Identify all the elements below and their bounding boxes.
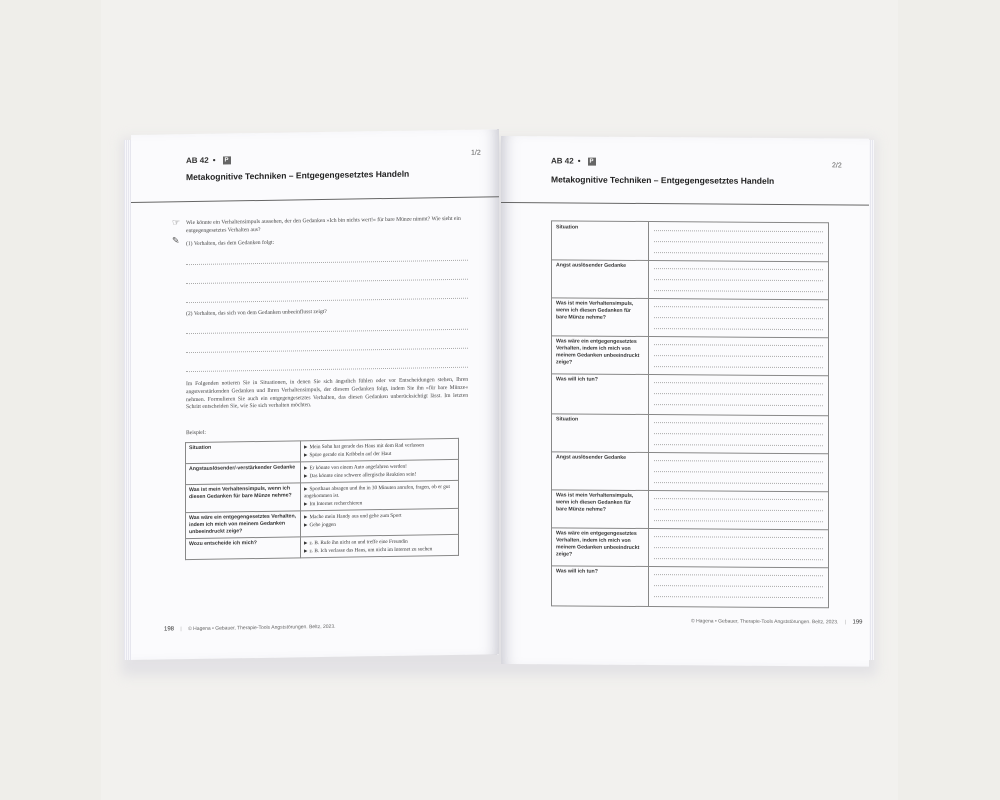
pencil-icon: ✎ (172, 235, 180, 246)
footer-credit: © Hagena • Gebauer, Therapie-Tools Angststörungen. Beltz, 2023. (691, 618, 839, 626)
worksheet-code: AB 42 • P (186, 155, 229, 166)
answer-line (186, 279, 468, 284)
question-text: Wie könnte ein Verhaltensimpuls aussehen, der den Gedanken »Ich bin nichts wert!« für bare Münze nimmt? Wie sieht ein entgegengesetztes Verhalten aus? (186, 215, 461, 234)
table-row (186, 480, 459, 512)
example-table (185, 438, 459, 560)
worksheet-row (552, 259, 828, 300)
answer-line[interactable] (654, 433, 823, 435)
worksheet-code-text: AB 42 (551, 156, 574, 166)
value-text: Im Internet recherchieren (309, 500, 363, 508)
answer-line (186, 367, 468, 372)
worksheet-row (552, 413, 828, 454)
worksheet-table (551, 220, 829, 608)
answer-line[interactable] (654, 471, 823, 473)
answer-line[interactable] (654, 328, 823, 330)
page-fraction: 2/2 (832, 162, 842, 170)
answer-line[interactable] (654, 498, 823, 500)
page-number: 198 (164, 626, 175, 633)
page-title: Metakognitive Techniken – Entgegengesetztes Handeln (186, 168, 410, 183)
worksheet-row-label: Situation (556, 224, 579, 231)
worksheet-row (552, 527, 828, 568)
item1-text: (1) Verhalten, das dem Gedanken folgt: (186, 239, 275, 248)
answer-line[interactable] (654, 509, 823, 511)
worksheet-code: AB 42 • P (551, 156, 594, 166)
row-label: Angstauslösender/-verstärkender Gedanke (186, 462, 301, 485)
worksheet-row (552, 451, 828, 492)
answer-line[interactable] (654, 306, 823, 308)
header-rule (501, 202, 869, 206)
worksheet-row (552, 565, 828, 607)
answer-line[interactable] (654, 585, 823, 587)
answer-line[interactable] (654, 460, 823, 462)
worksheet-row-label: Was will ich tun? (556, 568, 598, 575)
answer-line[interactable] (654, 366, 823, 368)
worksheet-row-label: Was wäre ein entgegengesetztes Verhalten, indem ich mich von meinem Gedanken unbeeindruckt zeige? (556, 530, 640, 558)
answer-line (186, 298, 468, 303)
answer-line[interactable] (654, 344, 823, 346)
worksheet-row (552, 489, 828, 530)
row-values: ▶ Mein Sohn hat gerade das Haus mit dem Rad verlassen ▶ Spüre gerade ein Kribbeln auf der Haut (301, 438, 459, 461)
row-label: Was wäre ein entgegengesetztes Verhalten, indem ich mich von meinem Gedanken unbeeindruckt zeige? (186, 511, 301, 539)
answer-line[interactable] (654, 536, 823, 538)
answer-line[interactable] (654, 404, 823, 406)
row-values: ▶ z. B. Rufe ihn nicht an und treffe eine Freundin ▶ z. B. Ich verlasse das Haus, um nicht im Internet zu suchen (301, 534, 459, 557)
value-text: Mache mein Handy aus und gehe zum Sport (309, 512, 402, 521)
page-footer: © Hagena • Gebauer, Therapie-Tools Angststörungen. Beltz, 2023. | 199 (691, 618, 863, 626)
page-fraction: 1/2 (471, 149, 481, 157)
left-page (131, 129, 499, 660)
answer-line[interactable] (654, 547, 823, 549)
instructions-text: Im Folgenden notieren Sie in Situationen, in denen Sie sich ängstlich fühlen oder vor Entscheidungen stehen, Ihren angstverstärkenden Gedanken und Ihren Verhaltensimpuls, der diesem Gedanken folgt, indem Sie ihn »für bare Münze« nehmen. Formulieren Sie auch ein entgegengesetztes Verhalten, das diesen Gedanken unberücksichtigt lässt. Im letzten Schritt entscheiden Sie, wie Sie sich verhalten möchten. (186, 376, 468, 411)
page-footer: 198 | © Hagena • Gebauer, Therapie-Tools Angststörungen. Beltz, 2023. (164, 623, 336, 633)
value-text: z. B. Rufe ihn nicht an und treffe eine Freundin (309, 538, 408, 547)
value-text: Spüre gerade ein Kribbeln auf der Haut (309, 450, 392, 459)
row-label: Was ist mein Verhaltensimpuls, wenn ich diesen Gedanken für bare Münze nehme? (186, 483, 301, 513)
answer-line[interactable] (654, 279, 823, 281)
answer-line[interactable] (654, 574, 823, 576)
p-badge: P (589, 158, 594, 165)
answer-line[interactable] (654, 230, 823, 232)
answer-line[interactable] (654, 596, 823, 598)
header-rule (131, 196, 499, 203)
item2-text: (2) Verhalten, das sich von dem Gedanken unbeeinflusst zeigt? (186, 308, 327, 318)
worksheet-row-label: Was wäre ein entgegengesetztes Verhalten, indem ich mich von meinem Gedanken unbeeindruckt zeige? (556, 338, 640, 366)
answer-line[interactable] (654, 422, 823, 424)
answer-line (186, 329, 468, 334)
answer-line[interactable] (654, 317, 823, 319)
answer-line[interactable] (654, 268, 823, 270)
table-row (186, 534, 459, 559)
row-label: Situation (186, 441, 301, 464)
hand-icon: ☞ (172, 217, 181, 228)
worksheet-code-text: AB 42 (186, 155, 209, 166)
row-label: Wozu entscheide ich mich? (186, 537, 301, 560)
p-badge: P (224, 157, 229, 164)
worksheet-row-label: Was ist mein Verhaltensimpuls, wenn ich diesen Gedanken für bare Münze nehme? (556, 300, 634, 321)
worksheet-row-label: Was ist mein Verhaltensimpuls, wenn ich diesen Gedanken für bare Münze nehme? (556, 492, 634, 513)
answer-line[interactable] (654, 355, 823, 357)
answer-line[interactable] (654, 444, 823, 446)
value-text: z. B. Ich verlasse das Haus, um nicht im Internet zu suchen (309, 546, 433, 555)
answer-line (186, 348, 468, 353)
worksheet-row-label: Situation (556, 416, 579, 423)
worksheet-row (552, 297, 828, 338)
row-values: ▶ Sporthaus absagen und ihn in 30 Minuten anrufen, fragen, ob er gut angekommen ist. ▶ Im Internet recherchieren (301, 480, 459, 510)
worksheet-row-label: Was will ich tun? (556, 376, 598, 383)
answer-line[interactable] (654, 290, 823, 292)
answer-line[interactable] (654, 558, 823, 560)
answer-line[interactable] (654, 393, 823, 395)
answer-line (186, 260, 468, 265)
worksheet-row (552, 221, 828, 262)
footer-credit: © Hagena • Gebauer, Therapie-Tools Angststörungen. Beltz, 2023. (188, 623, 336, 633)
right-page (501, 136, 869, 667)
worksheet-row (552, 335, 828, 376)
answer-line[interactable] (654, 520, 823, 522)
answer-line[interactable] (654, 382, 823, 384)
value-text: Das könnte eine schwere allergische Reaktion sein! (309, 471, 417, 480)
value-text: Gehe joggen (309, 521, 336, 529)
answer-line[interactable] (654, 252, 823, 254)
answer-line[interactable] (654, 482, 823, 484)
value-text: Mein Sohn hat gerade das Haus mit dem Rad verlassen (309, 442, 424, 451)
page-title: Metakognitive Techniken – Entgegengesetztes Handeln (551, 174, 775, 186)
page-number: 199 (852, 619, 863, 626)
row-values: ▶ Mache mein Handy aus und gehe zum Sport ▶ Gehe joggen (301, 508, 459, 536)
example-label: Beispiel: (186, 429, 206, 437)
worksheet-row-label: Angst auslösender Gedanke (556, 262, 627, 269)
row-values: ▶ Er könnte von einem Auto angefahren werden! ▶ Das könnte eine schwere allergische Reaktion sein! (301, 459, 459, 482)
worksheet-row (552, 373, 828, 416)
worksheet-row-label: Angst auslösender Gedanke (556, 454, 627, 461)
answer-line[interactable] (654, 241, 823, 243)
value-text: Sporthaus absagen und ihn in 30 Minuten anrufen, fragen, ob er gut angekommen ist. (304, 483, 450, 500)
value-text: Er könnte von einem Auto angefahren werden! (309, 463, 407, 472)
